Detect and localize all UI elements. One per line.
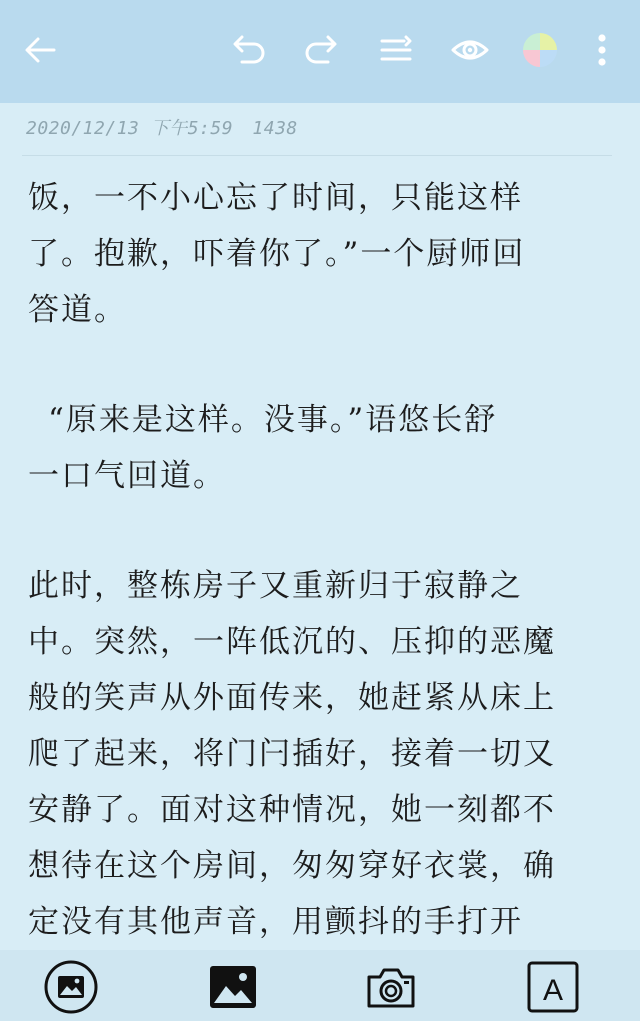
note-char-count: 1438 <box>252 118 298 139</box>
blank-line <box>28 504 608 558</box>
text-format-icon[interactable] <box>376 30 416 70</box>
gallery-icon[interactable] <box>44 960 98 1014</box>
note-line: 安静了。面对这种情况，她一刻都不 <box>28 792 556 828</box>
back-arrow-icon[interactable] <box>20 30 60 70</box>
note-line: 想待在这个房间，匆匆穿好衣裳，确 <box>28 848 556 884</box>
meta-divider <box>22 155 612 156</box>
image-icon[interactable] <box>206 960 260 1014</box>
eye-icon[interactable] <box>450 30 490 70</box>
note-line: 爬了起来，将门闩插好，接着一切又 <box>28 736 556 772</box>
note-meta <box>26 114 306 142</box>
note-line: 了。抱歉，吓着你了。”一个厨师回 <box>28 236 526 272</box>
note-line: 般的笑声从外面传来，她赶紧从床上 <box>28 680 556 716</box>
note-line: 定没有其他声音，用颤抖的手打开 <box>28 904 523 940</box>
note-timestamp: 2020/12/13 下午5:59 <box>26 118 234 139</box>
blank-line <box>28 338 608 392</box>
bottom-toolbar <box>0 950 640 1021</box>
more-vertical-icon[interactable] <box>582 30 618 70</box>
note-line: 中。突然，一阵低沉的、压抑的恶魔 <box>28 624 556 660</box>
text-style-letter: A <box>542 974 564 1007</box>
camera-icon[interactable] <box>364 960 418 1014</box>
undo-icon[interactable] <box>228 30 268 70</box>
redo-icon[interactable] <box>302 30 342 70</box>
note-line: 此时，整栋房子又重新归于寂静之 <box>28 568 523 604</box>
note-line: 答道。 <box>28 292 127 328</box>
note-line: 饭，一不小心忘了时间，只能这样 <box>28 180 523 216</box>
note-body[interactable] <box>28 170 608 950</box>
text-style-icon[interactable] <box>526 960 580 1014</box>
color-palette-icon[interactable] <box>520 30 560 70</box>
top-toolbar <box>0 0 640 103</box>
note-line: “原来是这样。没事。”语悠长舒 <box>48 402 498 438</box>
note-line: 一口气回道。 <box>28 458 226 494</box>
